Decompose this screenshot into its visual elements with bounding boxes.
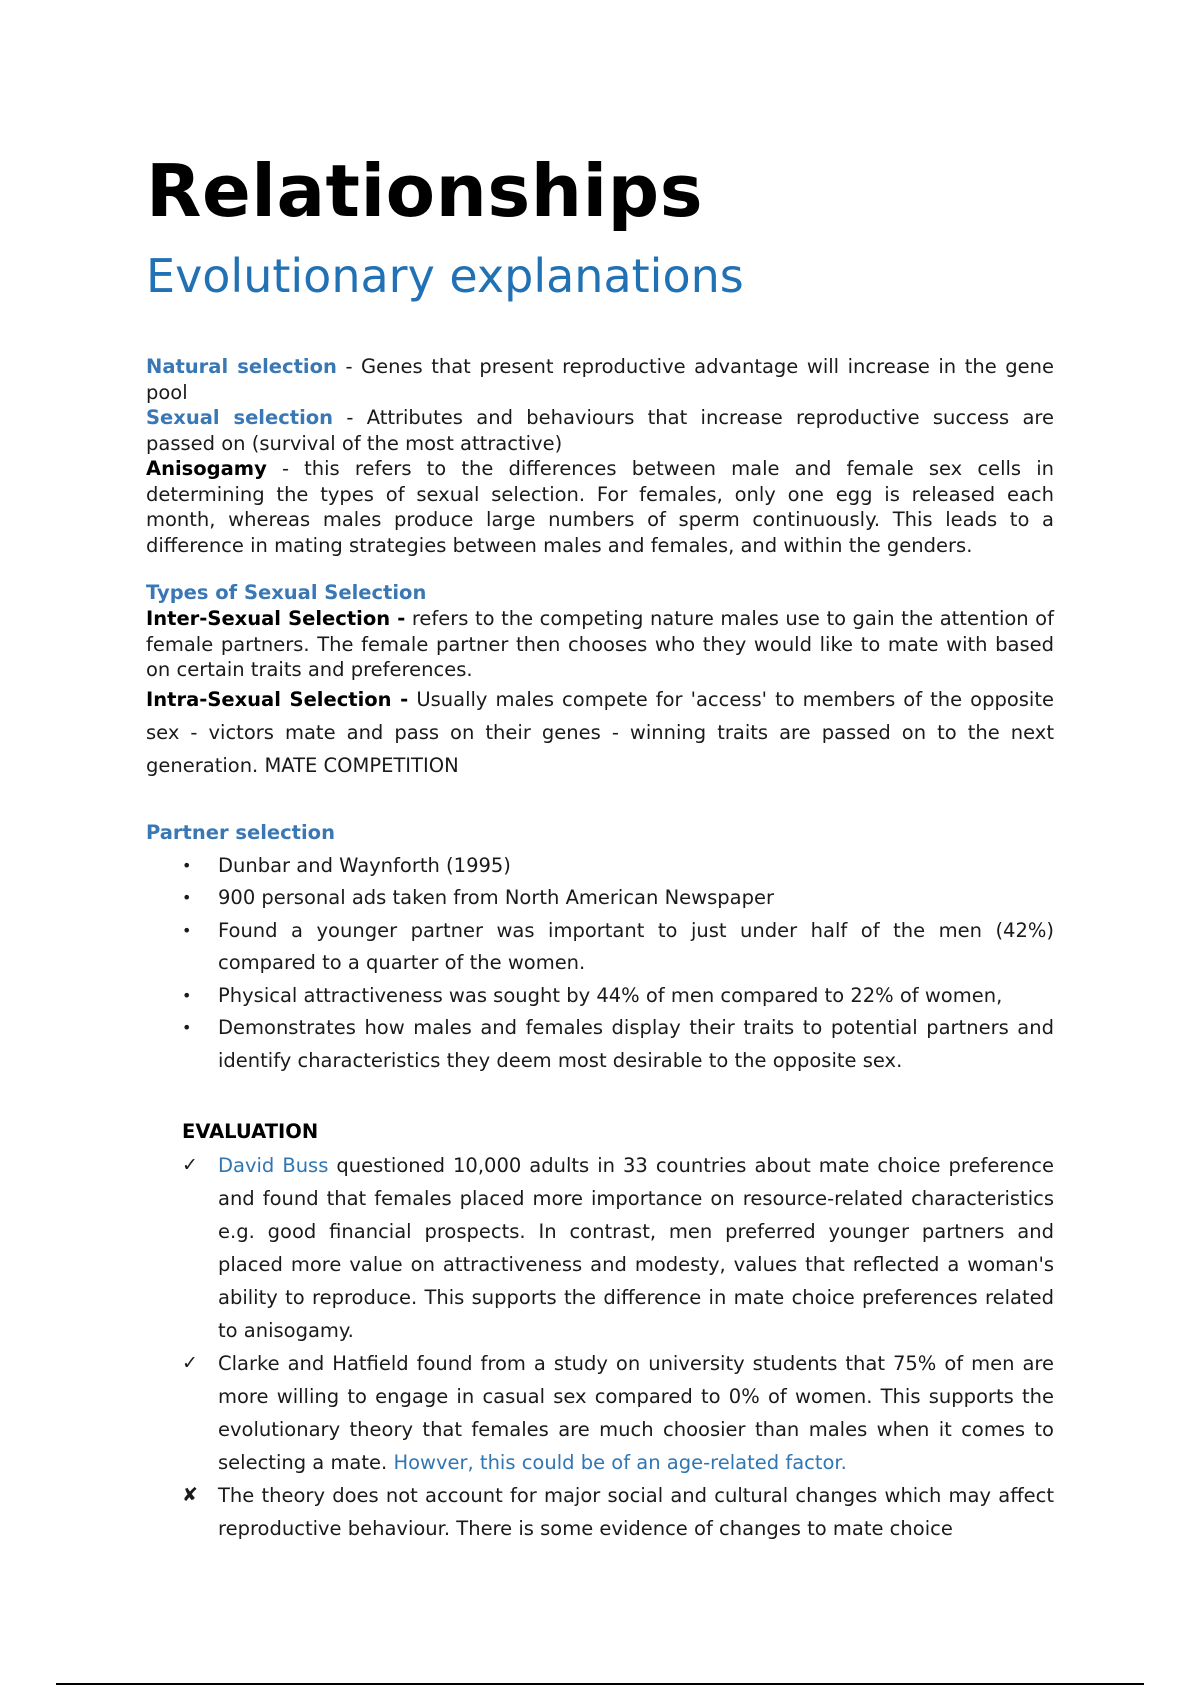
evaluation-highlight: Howver, this could be of an age-related factor. xyxy=(393,1451,847,1474)
bullet-icon: • xyxy=(182,855,192,875)
bullet-icon: • xyxy=(182,985,192,1005)
list-item xyxy=(146,980,1054,1013)
evaluation-item-text: Clarke and Hatfield found from a study on university students that 75% of men are more willing to engage in casual sex compared to 0% of women. This supports the evolutionary theory that females are much choosier than males when it comes to selecting a mate. xyxy=(218,1352,1054,1474)
section-heading: Types of Sexual Selection xyxy=(146,581,427,604)
list-item-text: Found a younger partner was important to just under half of the men (42%) compared to a quarter of the women. xyxy=(218,918,1054,974)
check-icon: ✓ xyxy=(182,1154,198,1176)
cross-icon: ✘ xyxy=(182,1484,198,1506)
evaluation-item-text: questioned 10,000 adults in 33 countries about mate choice preference and found that females placed more importance on resource-related characteristics e.g. good financial prospects. In contrast, men preferred younger partners and placed more value on attractiveness and modesty, values that reflected a woman's ability to reproduce. This supports the difference in mate choice preferences related to anisogamy. xyxy=(218,1154,1054,1342)
bullet-icon: • xyxy=(182,1018,192,1037)
list-item xyxy=(146,882,1054,915)
evaluation-item-text: The theory does not account for major social and cultural changes which may affect reproductive behaviour. There is some evidence of changes to mate choice xyxy=(218,1484,1054,1540)
bullet-icon: • xyxy=(182,888,192,907)
list-item-text: Physical attractiveness was sought by 44% of men compared to 22% of women, xyxy=(218,983,1003,1007)
document-page xyxy=(146,148,1054,1545)
evaluation-list xyxy=(146,1149,1054,1545)
evaluation-item xyxy=(146,1479,1054,1545)
list-item-text: Demonstrates how males and females display their traits to potential partners and identify characteristics they deem most desirable to the opposite sex. xyxy=(218,1016,1054,1072)
definition-term: Sexual selection xyxy=(146,406,334,429)
evaluation-item xyxy=(146,1347,1054,1479)
evaluation-section xyxy=(146,1117,1054,1545)
list-item xyxy=(146,915,1054,980)
definition-text: - Genes that present reproductive advantage will increase in the gene pool xyxy=(146,355,1054,404)
intra-sexual-text: Usually males compete for 'access' to members of the opposite sex - victors mate and pass on their genes - winning traits are passed on to the next generation. MATE COMPETITION xyxy=(146,687,1054,777)
section-heading: Partner selection xyxy=(146,820,335,844)
list-item xyxy=(146,850,1054,883)
intra-sexual-term: Intra-Sexual Selection - xyxy=(146,687,409,711)
bullet-icon: • xyxy=(182,920,192,940)
definition-text: - Attributes and behaviours that increase reproductive success are passed on (survival of the most attractive) xyxy=(146,406,1054,455)
types-of-sexual-selection-section xyxy=(146,580,1054,782)
page-title: Relationships xyxy=(146,149,704,233)
inter-sexual-term: Inter-Sexual Selection - xyxy=(146,607,406,630)
definition-term: Natural selection xyxy=(146,355,337,378)
partner-selection-section xyxy=(146,820,1054,1078)
evaluation-item xyxy=(146,1149,1054,1347)
check-icon: ✓ xyxy=(182,1352,198,1374)
page-subtitle: Evolutionary explanations xyxy=(146,249,744,303)
definition-natural-selection xyxy=(146,354,1054,405)
list-item-text: Dunbar and Waynforth (1995) xyxy=(218,853,511,877)
definition-text: - this refers to the differences between male and female sex cells in determining the types of sexual selection. For females, only one egg is released each month, whereas males produce large numbers of sperm continuously. This leads to a difference in mating strategies between males and females, and within the genders. xyxy=(146,457,1054,557)
list-item-text: 900 personal ads taken from North American Newspaper xyxy=(218,886,774,909)
david-buss-name: David Buss xyxy=(218,1154,329,1177)
partner-selection-list xyxy=(146,850,1054,1078)
inter-sexual-selection-paragraph xyxy=(146,606,1054,683)
definitions-block xyxy=(146,354,1054,558)
evaluation-heading: EVALUATION xyxy=(182,1120,319,1143)
definition-anisogamy xyxy=(146,456,1054,558)
list-item xyxy=(146,1012,1054,1077)
definition-term: Anisogamy xyxy=(146,457,267,480)
intra-sexual-selection-paragraph xyxy=(146,683,1054,782)
inter-sexual-text: refers to the competing nature males use to gain the attention of female partners. The female partner then chooses who they would like to mate with based on certain traits and preferences. xyxy=(146,607,1054,681)
footer-rule xyxy=(56,1683,1144,1685)
definition-sexual-selection xyxy=(146,405,1054,456)
